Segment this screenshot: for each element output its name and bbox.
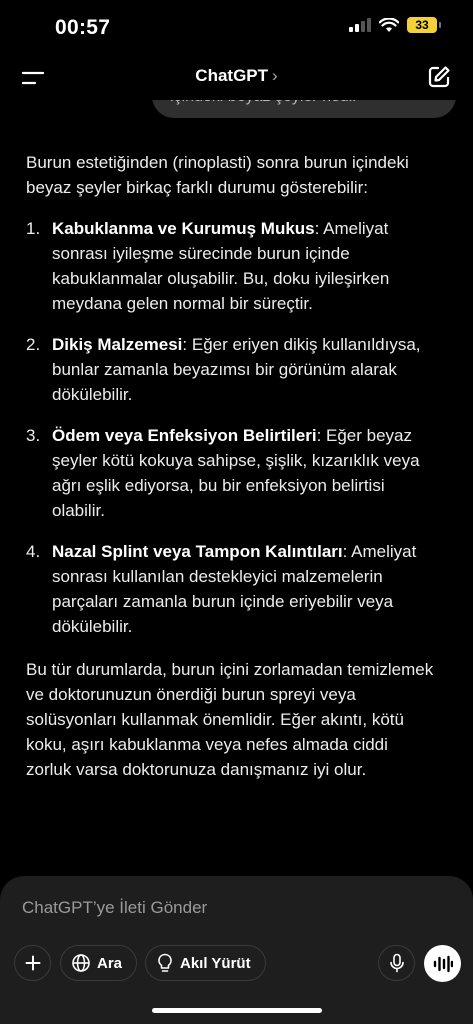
chevron-right-icon: ›: [272, 66, 278, 85]
attach-button[interactable]: [14, 945, 51, 981]
list-item: [26, 216, 436, 316]
list-item-number: 3.: [26, 426, 41, 445]
cellular-signal-icon: [349, 18, 371, 32]
list-item-text: : Eğer beyaz şeyler kötü kokuya sahipse, şişlik, kızarıklık veya ağrı eşlik ediyorsa, bu bir enfeksiyon belirtisi olabilir.: [52, 426, 420, 520]
list-item: [26, 332, 436, 407]
composer: [0, 876, 473, 1024]
status-bar: [0, 0, 473, 56]
home-indicator: [152, 1008, 322, 1013]
message-input[interactable]: [22, 898, 442, 918]
list-item: [26, 423, 436, 523]
app-title: ChatGPT: [195, 66, 269, 85]
list-item-number: 1.: [26, 219, 41, 238]
battery-icon: 33: [407, 17, 437, 33]
list-item-text: : Ameliyat sonrası kullanılan destekleyici malzemelerin parçaları zamanla burun içinde eriyebilir veya dökülebilir.: [52, 542, 417, 636]
reason-label: Akıl Yürüt: [180, 954, 251, 972]
response-intro: Burun estetiğinden (rinoplasti) sonra burun içindeki beyaz şeyler birkaç farklı durumu gösterebilir:: [26, 153, 409, 197]
list-item-number: 2.: [26, 335, 41, 354]
search-button[interactable]: [60, 945, 137, 981]
new-chat-icon[interactable]: [427, 65, 451, 89]
assistant-message: [26, 150, 436, 782]
lightbulb-icon: [156, 953, 174, 973]
voice-waveform-icon: [433, 955, 453, 973]
search-label: Ara: [97, 954, 123, 972]
dictate-button[interactable]: [378, 945, 415, 981]
list-item-title: Nazal Splint veya Tampon Kalıntıları: [52, 542, 343, 561]
list-item-number: 4.: [26, 542, 41, 561]
response-list: [26, 216, 436, 639]
globe-icon: [71, 953, 91, 973]
list-item-text: : Ameliyat sonrası iyileşme sürecinde burun içinde kabuklanmalar oluşabilir. Bu, doku iyileşirken meydana gelen normal bir süreçtir.: [52, 219, 390, 313]
list-item-title: Dikiş Malzemesi: [52, 335, 183, 354]
microphone-icon: [389, 953, 405, 973]
wifi-icon: [379, 18, 399, 33]
plus-icon: [25, 955, 41, 971]
list-item-title: Ödem veya Enfeksiyon Belirtileri: [52, 426, 317, 445]
list-item: [26, 539, 436, 639]
status-indicators: [349, 17, 437, 33]
voice-mode-button[interactable]: [424, 945, 461, 982]
response-closing: Bu tür durumlarda, burun içini zorlamadan temizlemek ve doktorunuzun önerdiği burun spreyi veya solüsyonları kullanmak önemlidir. Eğer akıntı, kötü koku, aşırı kabuklanma veya nefes almada ciddi zorluk varsa doktorunuza danışmanız iyi olur.: [26, 660, 434, 779]
top-bar: [0, 56, 473, 100]
list-item-title: Kabuklanma ve Kurumuş Mukus: [52, 219, 315, 238]
status-time: 00:57: [55, 16, 111, 39]
model-selector[interactable]: [0, 66, 473, 86]
list-item-text: : Eğer eriyen dikiş kullanıldıysa, bunlar zamanla beyazımsı bir görünüm alarak dökülebilir.: [52, 335, 421, 404]
reason-button[interactable]: [145, 945, 266, 981]
